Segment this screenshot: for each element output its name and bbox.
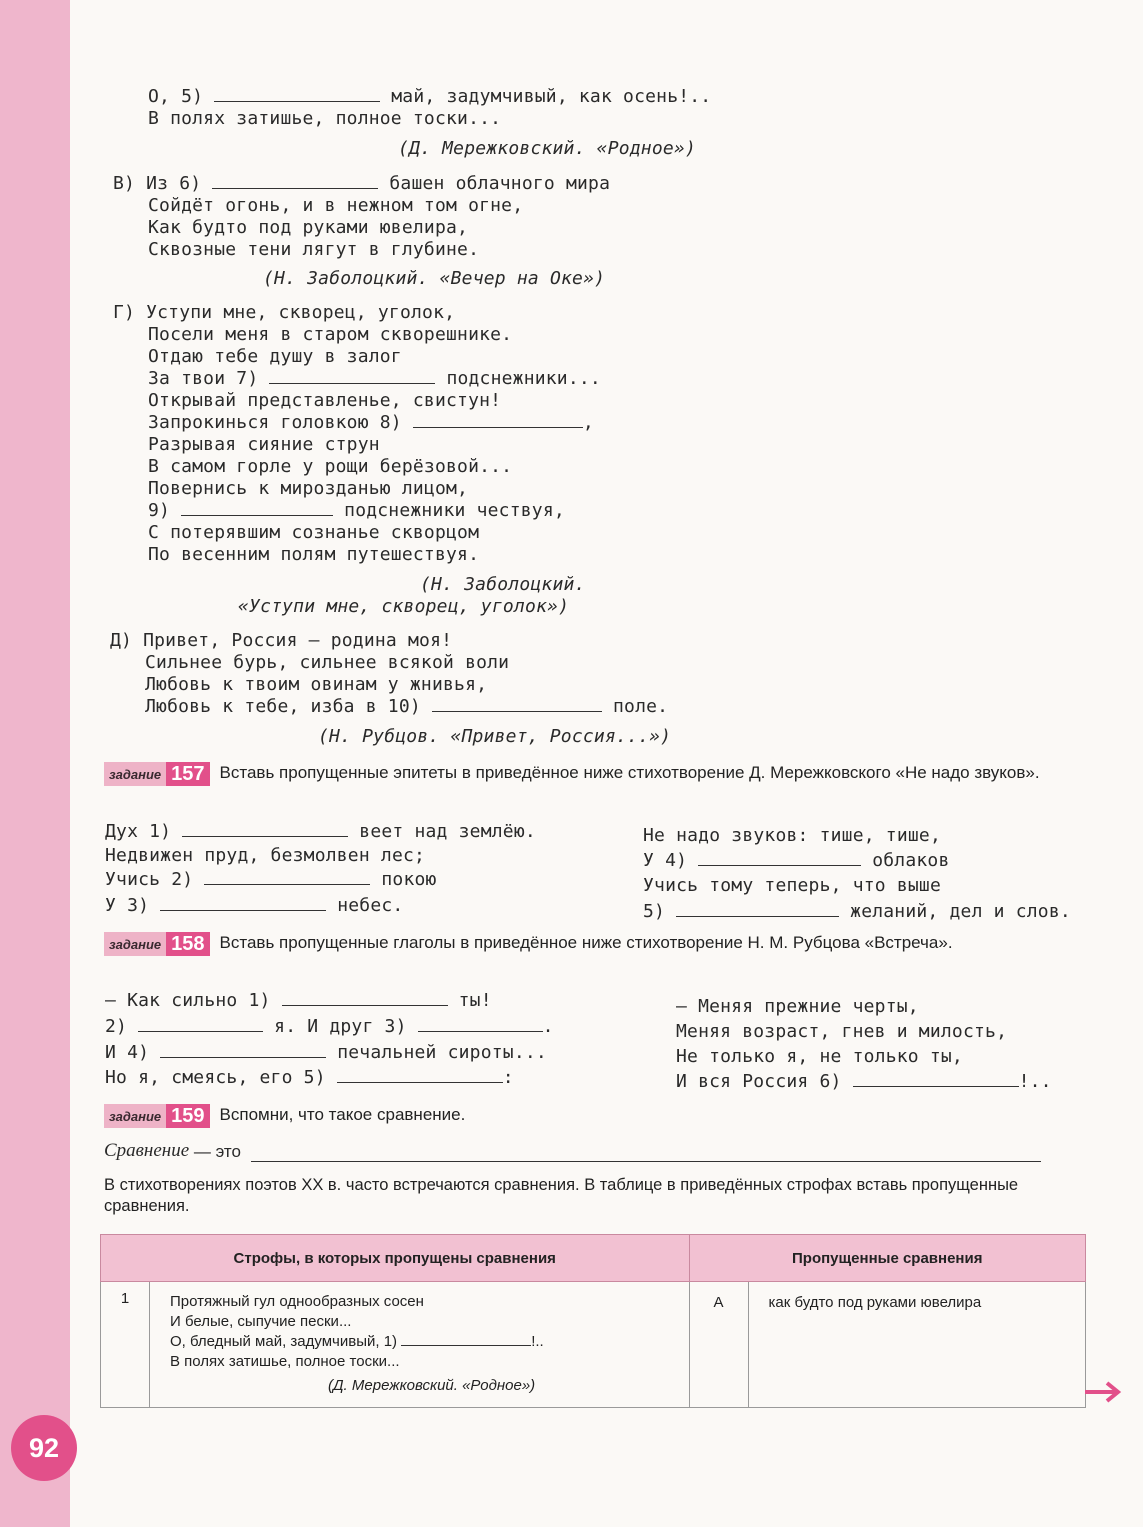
poem-line: Сойдёт огонь, и в нежном том огне, — [148, 195, 524, 216]
poem-line: У 4) облаков — [643, 850, 950, 871]
answer-blank[interactable] — [401, 1333, 531, 1346]
answer-blank[interactable] — [160, 896, 326, 911]
side-bar — [0, 0, 70, 1527]
answer-blank[interactable] — [138, 1017, 263, 1032]
table-header-left: Строфы, в которых пропущены сравнения — [101, 1235, 690, 1282]
poem-line: Запрокинься головкою 8) , — [148, 412, 594, 433]
poem-line: Учись тому теперь, что выше — [643, 875, 941, 896]
definition-line: Сравнение — это — [104, 1140, 1041, 1162]
poem-line: Д) Привет, Россия — родина моя! — [110, 630, 453, 651]
stanza-cell: Протяжный гул однообразных сосен И белые, сыпучие пески... О, бледный май, задумчивый, 1) !.. В полях затишье, полное тоски... (Д. Мережковский. «Родное») — [150, 1282, 690, 1408]
poem-line: 9) подснежники чествуя, — [148, 500, 565, 521]
poem-line: Но я, смеясь, его 5) : — [105, 1067, 514, 1088]
answer-blank[interactable] — [853, 1072, 1019, 1087]
answer-blank[interactable] — [181, 501, 333, 516]
poem-line: Любовь к тебе, изба в 10) поле. — [145, 696, 669, 717]
answer-letter: А — [689, 1282, 748, 1408]
poem-line: В самом горле у рощи берёзовой... — [148, 456, 513, 477]
poem-line: По весенним полям путешествуя. — [148, 544, 480, 565]
task-intro: В стихотворениях поэтов XX в. часто встречаются сравнения. В таблице в приведённых строфах вставь пропущенные сравнения. — [104, 1176, 1019, 1215]
table-header-right: Пропущенные сравнения — [689, 1235, 1086, 1282]
answer-blank[interactable] — [337, 1068, 503, 1083]
poem-line: Дух 1) веет над землёю. — [105, 821, 536, 842]
answer-blank[interactable] — [182, 822, 348, 837]
poem-source: (Н. Рубцов. «Привет, Россия...») — [318, 726, 672, 747]
answer-cell: как будто под руками ювелира — [748, 1282, 1086, 1408]
page-number: 92 — [11, 1415, 77, 1481]
answer-blank[interactable] — [413, 413, 583, 428]
task-badge: задание 159 — [104, 1104, 210, 1128]
poem-line: 5) желаний, дел и слов. — [643, 901, 1071, 922]
task-instruction: Вставь пропущенные эпитеты в приведённое ниже стихотворение Д. Мережковского «Не надо звуков». — [219, 763, 1040, 782]
answer-blank[interactable] — [432, 697, 602, 712]
poem-line: Меняя возраст, гнев и милость, — [676, 1021, 1008, 1042]
poem-line: Посели меня в старом скворешнике. — [148, 324, 513, 345]
poem-line: С потерявшим сознанье скворцом — [148, 522, 480, 543]
poem-line: 2) я. И друг 3) . — [105, 1016, 554, 1037]
answer-blank[interactable] — [418, 1017, 543, 1032]
poem-line: За твои 7) подснежники... — [148, 368, 601, 389]
poem-line: Недвижен пруд, безмолвен лес; — [105, 845, 426, 866]
poem-line: В полях затишье, полное тоски... — [148, 108, 502, 129]
poem-line: Как будто под руками ювелира, — [148, 217, 469, 238]
answer-blank[interactable] — [204, 870, 370, 885]
answer-blank[interactable] — [160, 1043, 326, 1058]
poem-line: Сквозные тени лягут в глубине. — [148, 239, 480, 260]
answer-blank[interactable] — [282, 991, 448, 1006]
row-number: 1 — [101, 1282, 150, 1408]
poem-line: Открывай представленье, свистун! — [148, 390, 502, 411]
poem-line: В) Из 6) башен облачного мира — [113, 173, 611, 194]
task-158-header — [104, 932, 1094, 956]
poem-line: О, 5) май, задумчивый, как осень!.. — [148, 86, 712, 107]
task-159-header — [104, 1104, 1094, 1128]
task-instruction: Вставь пропущенные глаголы в приведённое ниже стихотворение Н. М. Рубцова «Встреча». — [219, 933, 953, 952]
task-157-header — [104, 762, 1094, 786]
task-instruction: Вспомни, что такое сравнение. — [219, 1105, 466, 1124]
answer-blank[interactable] — [212, 174, 378, 189]
answer-blank[interactable] — [698, 851, 861, 866]
poem-source: (Д. Мережковский. «Родное») — [398, 138, 696, 159]
poem-line: Отдаю тебе душу в залог — [148, 346, 402, 367]
answer-blank[interactable] — [214, 87, 380, 102]
poem-source: (Н. Заболоцкий. — [420, 574, 586, 595]
poem-line: — Меняя прежние черты, — [676, 996, 919, 1017]
stanza-source: (Д. Мережковский. «Родное») — [328, 1377, 536, 1394]
poem-line: Г) Уступи мне, скворец, уголок, — [113, 302, 456, 323]
poem-line: Повернись к мирозданью лицом, — [148, 478, 469, 499]
poem-line: Учись 2) покою — [105, 869, 437, 890]
poem-source: (Н. Заболоцкий. «Вечер на Оке») — [263, 268, 606, 289]
answer-blank[interactable] — [269, 369, 435, 384]
continue-arrow-icon — [1083, 1380, 1123, 1404]
poem-source: «Уступи мне, скворец, уголок») — [238, 596, 570, 617]
poem-line: Не надо звуков: тише, тише, — [643, 825, 941, 846]
poem-line: У 3) небес. — [105, 895, 404, 916]
poem-line: И 4) печальней сироты... — [105, 1042, 547, 1063]
definition-blank[interactable] — [251, 1143, 1041, 1162]
answer-blank[interactable] — [676, 902, 839, 917]
poem-line: И вся Россия 6) !.. — [676, 1071, 1052, 1092]
poem-line: Любовь к твоим овинам у жнивья, — [145, 674, 488, 695]
task-badge: задание 158 — [104, 932, 210, 956]
poem-line: — Как сильно 1) ты! — [105, 990, 492, 1011]
poem-line: Сильнее бурь, сильнее всякой воли — [145, 652, 510, 673]
comparisons-table — [100, 1234, 1086, 1408]
table-row — [101, 1282, 1086, 1408]
poem-line: Не только я, не только ты, — [676, 1046, 963, 1067]
poem-line: Разрывая сияние струн — [148, 434, 380, 455]
task-badge: задание 157 — [104, 762, 210, 786]
